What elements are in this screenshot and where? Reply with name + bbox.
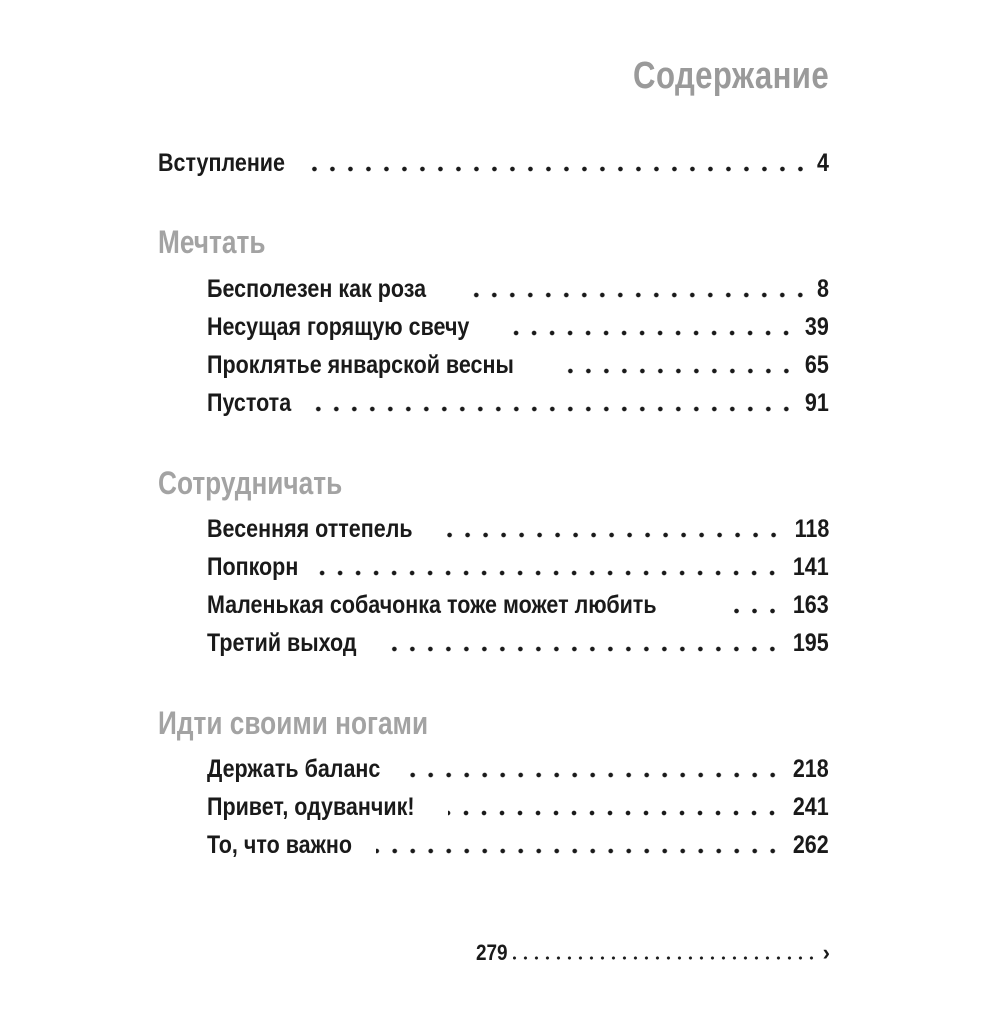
toc-entry[interactable] xyxy=(207,382,829,418)
toc-entry-page: 65 xyxy=(805,351,829,379)
toc-entry-page: 91 xyxy=(805,389,829,417)
dot-leader xyxy=(409,772,782,778)
page-number: 279 xyxy=(476,940,508,965)
toc-entry[interactable] xyxy=(207,824,829,860)
toc-entry-label: Проклятье январской весны xyxy=(207,351,514,379)
toc-entry[interactable] xyxy=(207,306,829,342)
dot-leader xyxy=(448,810,781,816)
toc-entry-label: Попкорн xyxy=(207,553,299,581)
dot-leader xyxy=(381,646,781,652)
chevron-right-icon: › xyxy=(822,940,830,965)
dot-leader xyxy=(313,570,781,576)
toc-entry-label: Пустота xyxy=(207,389,292,417)
dot-leader xyxy=(306,166,809,172)
toc-entry-label: То, что важно xyxy=(207,831,352,859)
toc-entry-label: Бесполезен как роза xyxy=(207,275,427,303)
toc-entry[interactable] xyxy=(207,546,829,582)
dot-leader xyxy=(512,330,795,336)
toc-entry-page: 218 xyxy=(793,755,829,783)
section-title-3: Идти своими ногами xyxy=(158,705,429,741)
toc-entry-label: Третий выход xyxy=(207,629,357,657)
toc-entry-page: 241 xyxy=(793,793,829,821)
toc-entry[interactable] xyxy=(207,622,829,658)
dot-leader xyxy=(376,848,782,854)
toc-entry-label: Весенняя оттепель xyxy=(207,515,413,543)
toc-entry-label: Вступление xyxy=(158,149,285,177)
dot-leader xyxy=(564,368,795,374)
page-title: Содержание xyxy=(632,55,829,97)
page-footer xyxy=(476,930,830,966)
toc-entry-label: Привет, одуванчик! xyxy=(207,793,415,821)
toc-entry-page: 262 xyxy=(793,831,829,859)
toc-entry-page: 118 xyxy=(794,515,829,543)
dot-leader xyxy=(305,406,795,412)
section-title-1: Мечтать xyxy=(158,224,266,260)
toc-entry-page: 4 xyxy=(817,149,829,177)
toc-entry-intro[interactable] xyxy=(158,142,829,178)
toc-entry-page: 39 xyxy=(805,313,829,341)
dot-leader xyxy=(446,532,783,538)
toc-entry[interactable] xyxy=(207,508,829,544)
toc-entry[interactable] xyxy=(207,584,829,620)
section-title-2: Сотрудничать xyxy=(158,465,343,501)
toc-entry[interactable] xyxy=(207,748,829,784)
toc-entry-label: Держать баланс xyxy=(207,755,381,783)
footer-dot-leader xyxy=(513,956,817,960)
toc-entry-page: 141 xyxy=(793,553,829,581)
dot-leader xyxy=(462,292,809,298)
toc-entry-label: Маленькая собачонка тоже может любить xyxy=(207,591,657,619)
toc-entry[interactable] xyxy=(207,786,829,822)
toc-entry[interactable] xyxy=(207,344,829,380)
toc-entry-page: 195 xyxy=(793,629,829,657)
toc-entry[interactable] xyxy=(207,268,829,304)
toc-entry-label: Несущая горящую свечу xyxy=(207,313,470,341)
toc-entry-page: 8 xyxy=(817,275,829,303)
toc-entry-page: 163 xyxy=(793,591,829,619)
dot-leader xyxy=(730,608,782,614)
